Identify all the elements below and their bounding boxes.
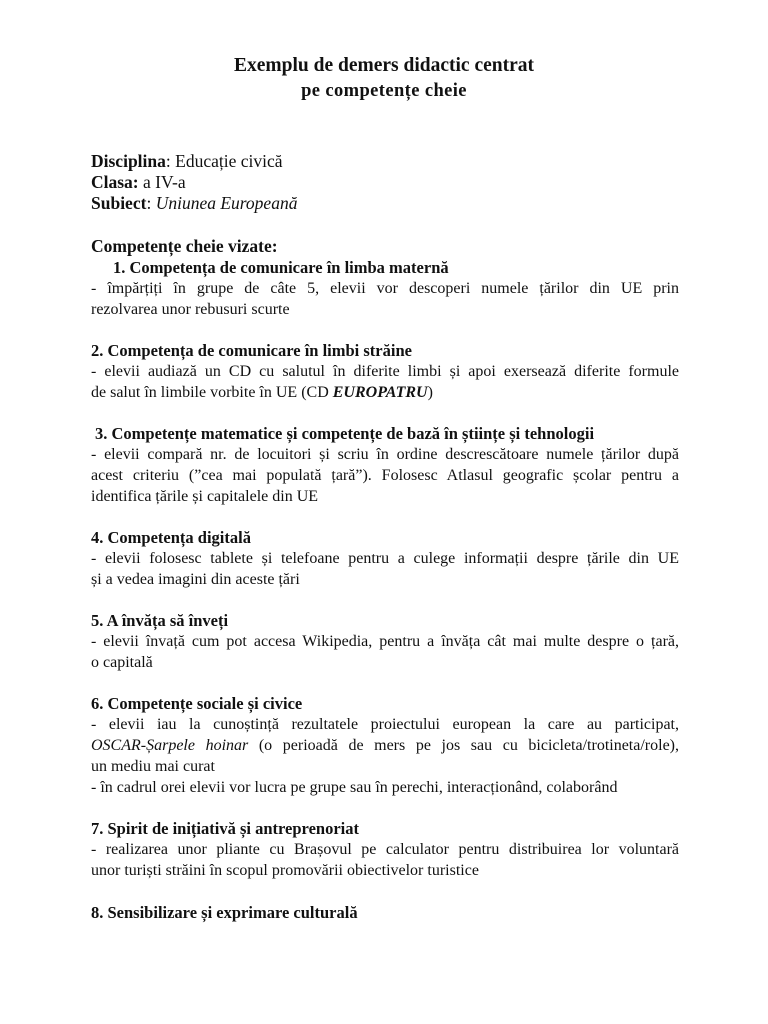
competence-2-line-end: ) [427,384,433,401]
competence-4-text [91,548,679,590]
competence-6-line-rest: (o perioadă de mers pe jos sau cu bicicleta/trotineta/role), [248,737,679,754]
competence-1-line: rezolvarea unor rebusuri scurte [91,301,290,318]
competence-2-line: - elevii audiază un CD cu salutul în diferite limbi și apoi exersează diferite formule [91,363,679,380]
competence-2-line-start: de salut în limbile vorbite în UE (CD [91,384,333,401]
discipline-label: Disciplina [91,151,166,171]
competence-5-title: 5. A învăța să înveți [91,611,229,630]
competence-3-title: 3. Competențe matematice și competențe de bază în științe și tehnologii [95,424,595,443]
competence-1-title: 1. Competența de comunicare în limba maternă [113,258,449,277]
document-title: Exemplu de demers didactic centrat [233,55,535,76]
document-subtitle: pe competențe cheie [301,81,467,101]
competence-3-text [91,444,679,507]
competence-1-text [91,278,679,320]
discipline-value: : Educație civică [165,151,283,171]
competence-7-title: 7. Spirit de inițiativă și antreprenoriat [91,819,359,838]
class-label: Clasa: [91,172,139,192]
competence-7-line: - realizarea unor pliante cu Brașovul pe calculator pentru distribuirea lor voluntară [91,841,679,858]
competence-2-line [91,382,679,403]
class-line [91,172,186,193]
cd-title: EUROPATRU [332,384,428,401]
competence-6-title: 6. Competențe sociale și civice [91,694,303,713]
competences-heading: Competențe cheie vizate: [91,236,278,256]
competence-6-text [91,714,679,798]
competence-6-line: - în cadrul orei elevii vor lucra pe grupe sau în perechi, interacționând, colaborând [91,779,618,796]
discipline-line [91,151,283,172]
competence-6-line: - elevii iau la cunoștință rezultatele proiectului european la care au participat, [91,716,679,733]
competence-4-line: și a vedea imagini din aceste țări [91,571,300,588]
competence-8-title: 8. Sensibilizare și exprimare culturală [91,903,358,922]
subject-label: Subiect [91,193,147,213]
subject-line [91,193,297,214]
competence-3-line: acest criteriu (”cea mai populată țară”). Folosesc Atlasul geografic școlar pentru a [91,467,679,484]
competence-2-title: 2. Competența de comunicare în limbi străine [91,341,412,360]
competence-5-text [91,631,679,673]
competence-5-line: o capitală [91,654,153,671]
competence-1-line: - împărțiți în grupe de câte 5, elevii vor descoperi numele țărilor din UE prin [91,280,679,297]
competence-4-title: 4. Competența digitală [91,528,251,547]
competence-2-text [91,361,679,403]
competence-3-line: identifica țările și capitalele din UE [91,488,319,505]
subject-value: Uniunea Europeană [155,193,298,213]
competence-6-line: un mediu mai curat [91,758,215,775]
competence-5-line: - elevii învață cum pot accesa Wikipedia, pentru a învăța cât mai multe despre o țară, [91,633,679,650]
competence-7-text [91,839,679,881]
competence-6-line [91,735,679,756]
competence-4-line: - elevii folosesc tablete și telefoane pentru a culege informații despre țările din UE [91,550,679,567]
project-name: OSCAR-Șarpele hoinar [91,737,249,754]
competence-7-line: unor turiști străini în scopul promovării obiectivelor turistice [91,862,479,879]
subject-separator: : [146,193,156,213]
competence-3-line: - elevii compară nr. de locuitori și scriu în ordine descrescătoare numele țărilor după [91,446,679,463]
class-value: a IV-a [138,172,186,192]
